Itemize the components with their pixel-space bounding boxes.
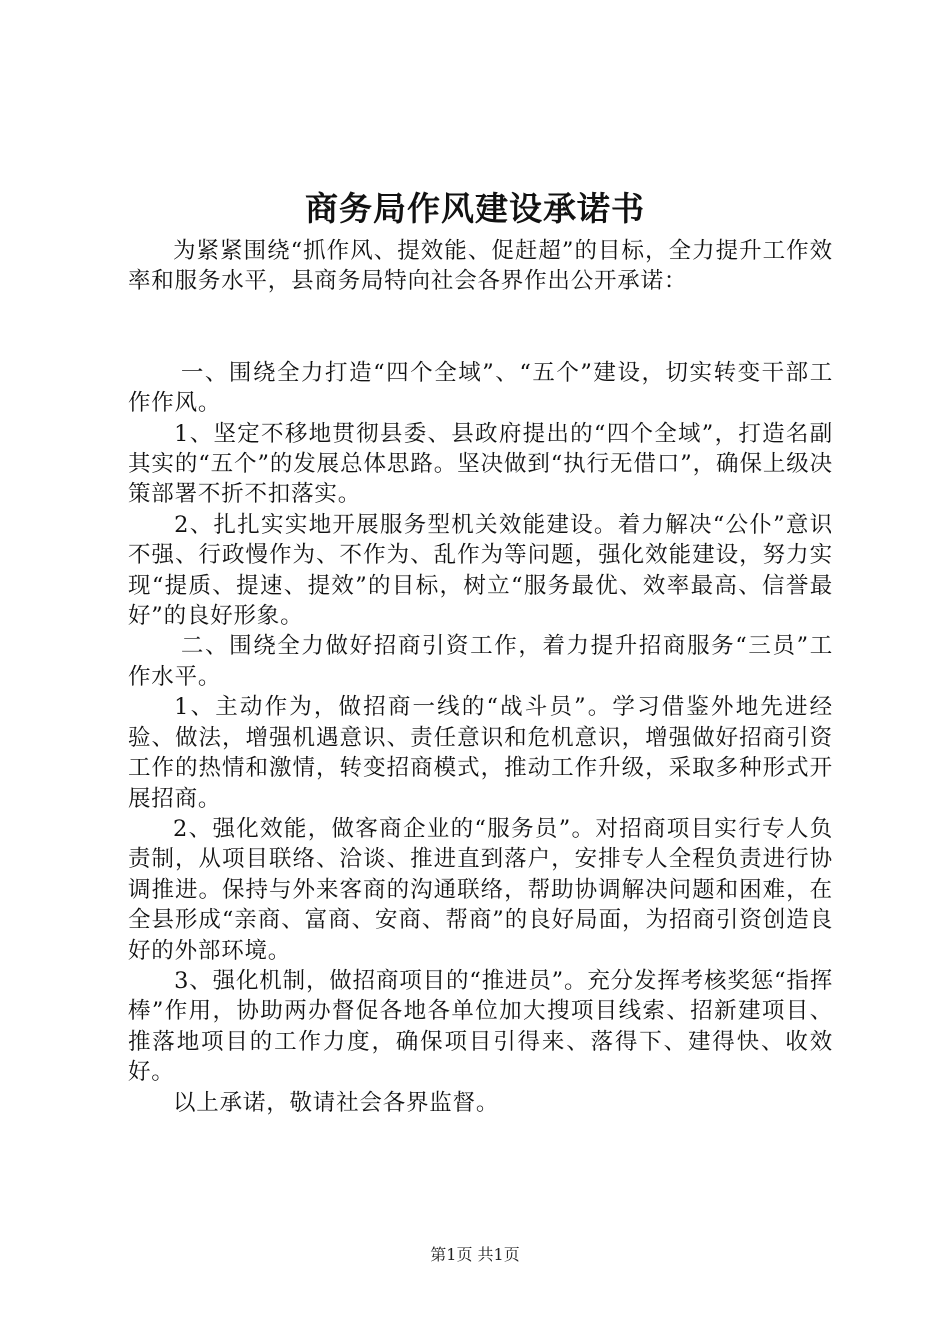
page-footer: 第1页 共1页 (430, 1245, 520, 1264)
section2-item3: 3、强化机制，做招商项目的“推进员”。充分发挥考核奖惩“指挥棒”作用，协助两办督促各地各单位加大搜项目线索、招新建项目、推落地项目的工作力度，确保项目引得来、落得下、建得快、收效好。 (128, 967, 833, 1086)
document-title: 商务局作风建设承诺书 (305, 189, 645, 228)
paragraph-gap (128, 297, 833, 358)
section2-heading: 二、围绕全力做好招商引资工作，着力提升招商服务“三员”工作水平。 (128, 633, 833, 690)
closing-paragraph: 以上承诺，敬请社会各界监督。 (173, 1089, 500, 1116)
intro-paragraph: 为紧紧围绕“抓作风、提效能、促赶超”的目标，全力提升工作效率和服务水平，县商务局特向社会各界作出公开承诺： (128, 238, 833, 295)
section1-item2: 2、扎扎实实地开展服务型机关效能建设。着力解决“公仆”意识不强、行政慢作为、不作为、乱作为等问题，强化效能建设，努力实现“提质、提速、提效”的目标，树立“服务最优、效率最高、信誉最好”的良好形象。 (128, 511, 833, 630)
section1-heading: 一、围绕全力打造“四个全域”、“五个”建设，切实转变干部工作作风。 (128, 359, 833, 417)
section2-item1: 1、主动作为，做招商一线的“战斗员”。学习借鉴外地先进经验、做法，增强机遇意识、责任意识和危机意识，增强做好招商引资工作的热情和激情，转变招商模式，推动工作升级，采取多种形式开展招商。 (128, 694, 833, 812)
section2-item2: 2、强化效能，做客商企业的“服务员”。对招商项目实行专人负责制，从项目联络、洽谈、推进直到落户，安排专人全程负责进行协调推进。保持与外来客商的沟通联络，帮助协调解决问题和困难，在全县形成“亲商、富商、安商、帮商”的良好局面，为招商引资创造良好的外部环境。 (128, 815, 833, 964)
section1-item1: 1、坚定不移地贯彻县委、县政府提出的“四个全域”，打造名副其实的“五个”的发展总体思路。坚决做到“执行无借口”，确保上级决策部署不折不扣落实。 (128, 420, 833, 508)
document-body (128, 236, 833, 1118)
